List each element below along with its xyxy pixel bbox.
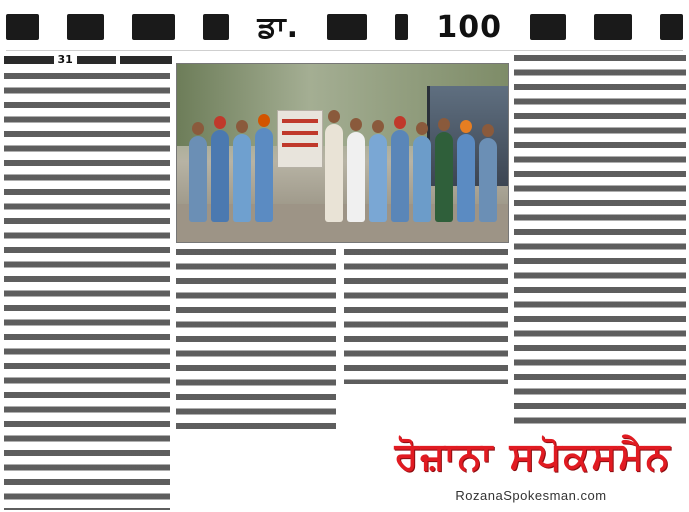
headline-dr-abbrev: ਡਾ. [257,9,299,45]
headline-word-block [530,14,566,40]
photo-person [413,136,431,222]
headline-word-block [395,14,408,40]
headline-word-block [67,14,105,40]
headline-word-block [6,14,39,40]
headline-word-block [203,14,230,40]
headline-word-block [132,14,174,40]
headline-word-block [594,14,632,40]
news-photo [176,63,509,243]
dateline-reporter-block [120,56,172,64]
photo-person [435,132,453,222]
photo-person [347,132,365,222]
masthead-website[interactable]: RozanaSpokesman.com [455,488,607,503]
body-column-middle-left [176,246,336,432]
article-dateline [4,52,172,67]
dateline-place-block [4,56,54,64]
photo-person [457,134,475,222]
body-column-right [514,52,686,426]
photo-person [479,138,497,222]
headline-word-block [327,14,367,40]
photo-person [233,134,251,222]
dateline-month-block [77,56,117,64]
photo-person [369,134,387,222]
body-column-middle-right [344,246,508,384]
photo-person [255,128,273,222]
dateline-date-number: 31 [57,53,73,66]
body-column-left [4,70,170,510]
headline-word-block [660,14,683,40]
photo-person [211,130,229,222]
masthead-brand-name: ਰੋਜ਼ਾਨਾ ਸਪੋਕਸਮੈਨ [394,434,672,478]
photo-person [325,124,343,222]
headline-quantity: 100 [436,9,502,45]
article-headline [6,4,683,51]
photo-person [391,130,409,222]
photo-banner [277,110,323,168]
photo-person [189,136,207,222]
